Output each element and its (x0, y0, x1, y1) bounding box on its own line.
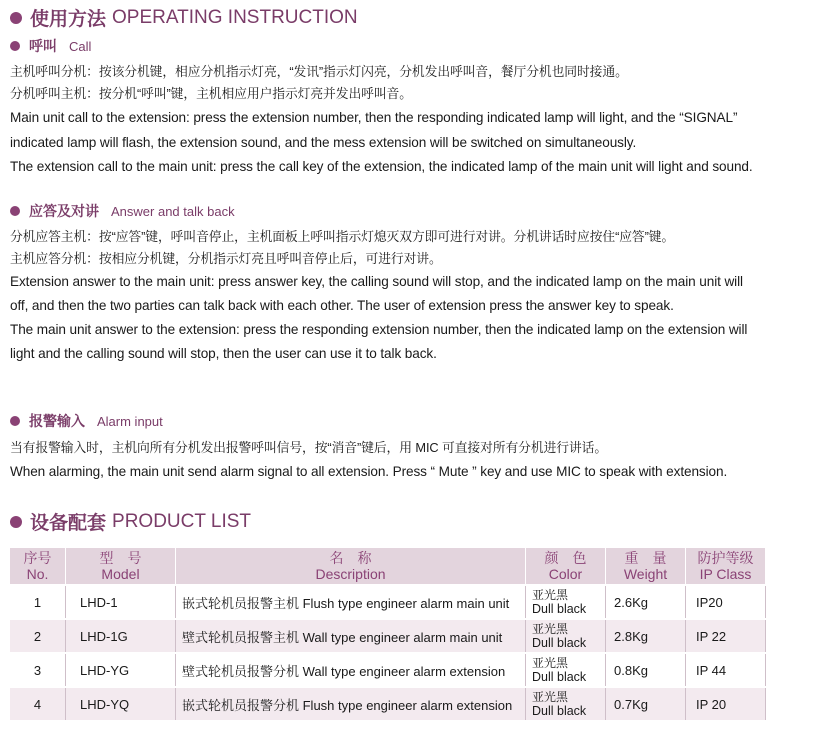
cell-model: LHD-1 (66, 586, 176, 618)
table-row (10, 620, 766, 652)
cell-description: 嵌式轮机员报警主机 Flush type engineer alarm main unit (176, 586, 526, 618)
answer-line: 分机应答主机：按“应答”键，呼叫音停止，主机面板上呼叫指示灯熄灭双方即可进行对讲。分机讲话时应按住“应答”键。 (10, 229, 675, 244)
answer-line: off, and then the two parties can talk back with each other. The user of extension press the answer key to speak. (10, 298, 674, 313)
column-header-weight: 重 量 Weight (606, 548, 686, 584)
operating-title-zh: 使用方法 (30, 9, 107, 30)
table-row (10, 586, 766, 618)
cell-model: LHD-1G (66, 620, 176, 652)
operating-title-en: OPERATING INSTRUCTION (112, 6, 358, 28)
table-row (10, 654, 766, 686)
call-line: Main unit call to the extension: press the extension number, then the responding indicated lamp will light, and the “SIGNAL” (10, 110, 738, 125)
alarm-title-en: Alarm input (97, 413, 163, 429)
cell-color-zh: 亚光黑 (532, 689, 569, 704)
call-line: indicated lamp will flash, the extension sound, and the mess extension will be switched on simultaneously. (10, 135, 637, 150)
cell-description: 壁式轮机员报警主机 Wall type engineer alarm main unit (176, 620, 526, 652)
cell-description: 壁式轮机员报警分机 Wall type engineer alarm extension (176, 654, 526, 686)
bullet-dot-icon (10, 206, 20, 216)
column-header-description: 名 称 Description (176, 548, 526, 584)
cell-ip-class: IP 22 (686, 620, 766, 652)
cell-color (526, 586, 606, 618)
call-title-en: Call (69, 38, 92, 54)
column-header-no: 序号 No. (10, 548, 66, 584)
cell-no: 1 (10, 586, 66, 618)
cell-color-en: Dull black (532, 669, 587, 684)
bullet-dot-icon (10, 41, 20, 51)
cell-color (526, 688, 606, 720)
column-header-color: 颜 色 Color (526, 548, 606, 584)
alarm-heading (10, 411, 163, 431)
cell-color (526, 654, 606, 686)
alarm-line: 当有报警输入时，主机向所有分机发出报警呼叫信号，按“消音”键后，用 MIC 可直接对所有分机进行讲话。 (10, 440, 608, 455)
bullet-dot-icon (10, 516, 22, 528)
bullet-dot-icon (10, 416, 20, 426)
cell-description: 嵌式轮机员报警分机 Flush type engineer alarm extension (176, 688, 526, 720)
product-list-title-en: PRODUCT LIST (112, 510, 252, 532)
cell-ip-class: IP 20 (686, 688, 766, 720)
cell-ip-class: IP20 (686, 586, 766, 618)
alarm-title-zh: 报警输入 (29, 413, 85, 429)
cell-color (526, 620, 606, 652)
answer-heading (10, 201, 235, 221)
call-line: 分机呼叫主机：按分机“呼叫”键，主机相应用户指示灯亮并发出呼叫音。 (10, 86, 412, 101)
product-list-title-zh: 设备配套 (30, 513, 107, 534)
cell-weight: 2.6Kg (606, 586, 686, 618)
cell-color-zh: 亚光黑 (532, 587, 569, 602)
call-line: The extension call to the main unit: press the call key of the extension, the indicated lamp of the main unit will light and sound. (10, 159, 753, 174)
cell-color-en: Dull black (532, 601, 587, 616)
table-header-row (10, 548, 766, 584)
cell-weight: 0.7Kg (606, 688, 686, 720)
alarm-line: When alarming, the main unit send alarm signal to all extension. Press “ Mute ” key and use MIC to speak with extension. (10, 464, 728, 479)
call-heading (10, 36, 91, 56)
cell-ip-class: IP 44 (686, 654, 766, 686)
call-line: 主机呼叫分机：按该分机键，相应分机指示灯亮，“发讯”指示灯闪亮，分机发出呼叫音，餐厅分机也同时接通。 (10, 64, 628, 79)
column-header-ip-class: 防护等级 IP Class (686, 548, 766, 584)
product-table (10, 546, 766, 722)
cell-no: 3 (10, 654, 66, 686)
operating-heading (10, 4, 358, 31)
answer-title-zh: 应答及对讲 (29, 203, 99, 219)
answer-line: light and the calling sound will stop, then the user can use it to talk back. (10, 346, 437, 361)
answer-title-en: Answer and talk back (111, 203, 235, 219)
cell-color-en: Dull black (532, 635, 587, 650)
cell-color-en: Dull black (532, 703, 587, 718)
bullet-dot-icon (10, 12, 22, 24)
cell-color-zh: 亚光黑 (532, 621, 569, 636)
cell-weight: 0.8Kg (606, 654, 686, 686)
answer-line: 主机应答分机：按相应分机键，分机指示灯亮且呼叫音停止后，可进行对讲。 (10, 251, 442, 266)
product-list-heading (10, 508, 251, 535)
cell-color-zh: 亚光黑 (532, 655, 569, 670)
table-row (10, 688, 766, 720)
call-title-zh: 呼叫 (29, 38, 57, 54)
answer-line: Extension answer to the main unit: press answer key, the calling sound will stop, and the indicated lamp on the main unit will (10, 274, 743, 289)
cell-model: LHD-YQ (66, 688, 176, 720)
cell-no: 4 (10, 688, 66, 720)
cell-weight: 2.8Kg (606, 620, 686, 652)
answer-line: The main unit answer to the extension: press the responding extension number, then the indicated lamp on the extension will (10, 322, 748, 337)
cell-model: LHD-YG (66, 654, 176, 686)
column-header-model: 型 号 Model (66, 548, 176, 584)
cell-no: 2 (10, 620, 66, 652)
